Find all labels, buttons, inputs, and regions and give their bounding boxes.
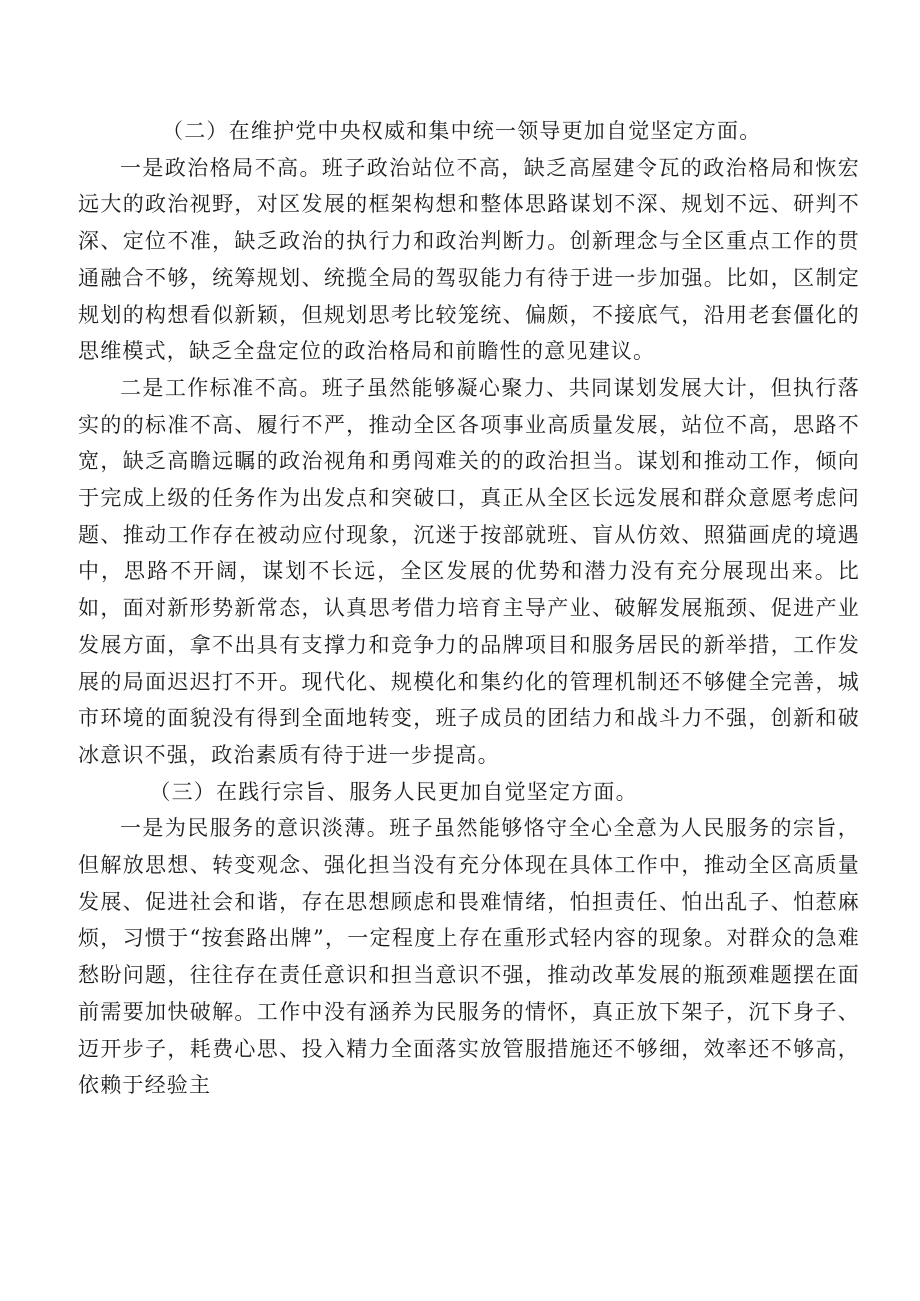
paragraph-political-pattern: 一是政治格局不高。班子政治站位不高，缺乏高屋建令瓦的政治格局和恢宏远大的政治视野，对区发展的框架构想和整体思路谋划不深、规划不远、研判不深、定位不准，缺乏政治的执行力和政治判断力。创新理念与全区重点工作的贯通融合不够，统筹规划、统揽全局的驾驭能力有待于进一步加强。比如，区制定规划的构想看似新颖，但规划思考比较笼统、偏颇，不接底气，沿用老套僵化的思维模式，缺乏全盘定位的政治格局和前瞻性的意见建议。 — [78, 155, 860, 364]
paragraph-work-standard: 二是工作标准不高。班子虽然能够凝心聚力、共同谋划发展大计，但执行落实的的标准不高、履行不严，推动全区各项事业高质量发展，站位不高，思路不宽，缺乏高瞻远瞩的政治视角和勇闯难关的的政治担当。谋划和推动工作，倾向于完成上级的任务作为出发点和突破口，真正从全区长远发展和群众意愿考虑问题、推动工作存在被动应付现象，沉迷于按部就班、盲从仿效、照猫画虎的境遇中，思路不开阔，谋划不长远，全区发展的优势和潜力没有充分展现出来。比如，面对新形势新常态，认真思考借力培育主导产业、破解发展瓶颈、促进产业发展方面，拿不出具有支撑力和竞争力的品牌项目和服务居民的新举措，工作发展的局面迟迟打不开。现代化、规模化和集约化的管理机制还不够健全完善，城市环境的面貌没有得到全面地转变，班子成员的团结力和战斗力不强，创新和破冰意识不强，政治素质有待于进一步提高。 — [78, 375, 860, 767]
section-heading-2: （二）在维护党中央权威和集中统一领导更加自觉坚定方面。 — [162, 119, 762, 143]
paragraph-service-awareness: 一是为民服务的意识淡薄。班子虽然能够恪守全心全意为人民服务的宗旨，但解放思想、转变观念、强化担当没有充分体现在具体工作中，推动全区高质量发展、促进社会和谐，存在思想顾虑和畏难情绪，怕担责任、怕出乱子、怕惹麻烦，习惯于“按套路出牌”，一定程度上存在重形式轻内容的现象。对群众的急难愁盼问题，往往存在责任意识和担当意识不强，推动改革发展的瓶颈难题摆在面前需要加快破解。工作中没有涵养为民服务的情怀，真正放下架子，沉下身子、迈开步子，耗费心思、投入精力全面落实放管服措施还不够细，效率还不够高，依赖于经验主 — [78, 816, 860, 1098]
document-body — [78, 113, 860, 1104]
section-heading-3: （三）在践行宗旨、服务人民更加自觉坚定方面。 — [149, 779, 638, 804]
